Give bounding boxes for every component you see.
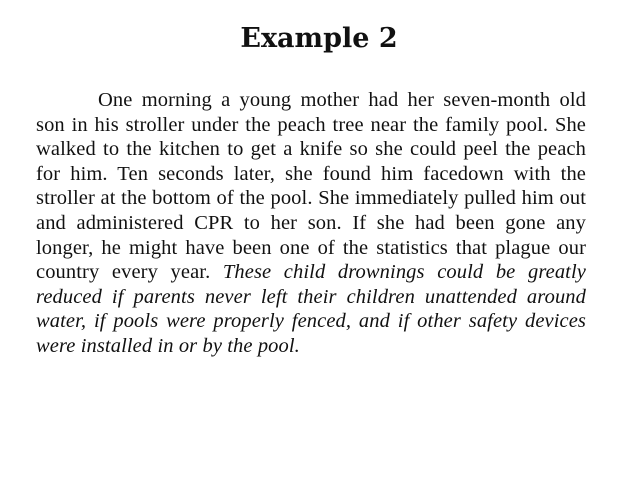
italic-claim-text: These child drownings could be greatly reduced if parents never left their children unattended around water, if pools were properly fenced, and if other safety devices were installed in or by the pool. [36,261,586,357]
narrative-text: One morning a young mother had her seven-month old son in his stroller under the peach tree near the family pool. She walked to the kitchen to get a knife so she could peel the peach for him. Ten seconds later, she found him facedown with the stroller at the bottom of the pool. She immediately pulled him out and administered CPR to her son. If she had been gone any longer, he might have been one of the statistics that plague our country every year. [36,89,586,284]
slide-title: Example 2 [240,23,398,54]
example-paragraph [36,88,586,359]
